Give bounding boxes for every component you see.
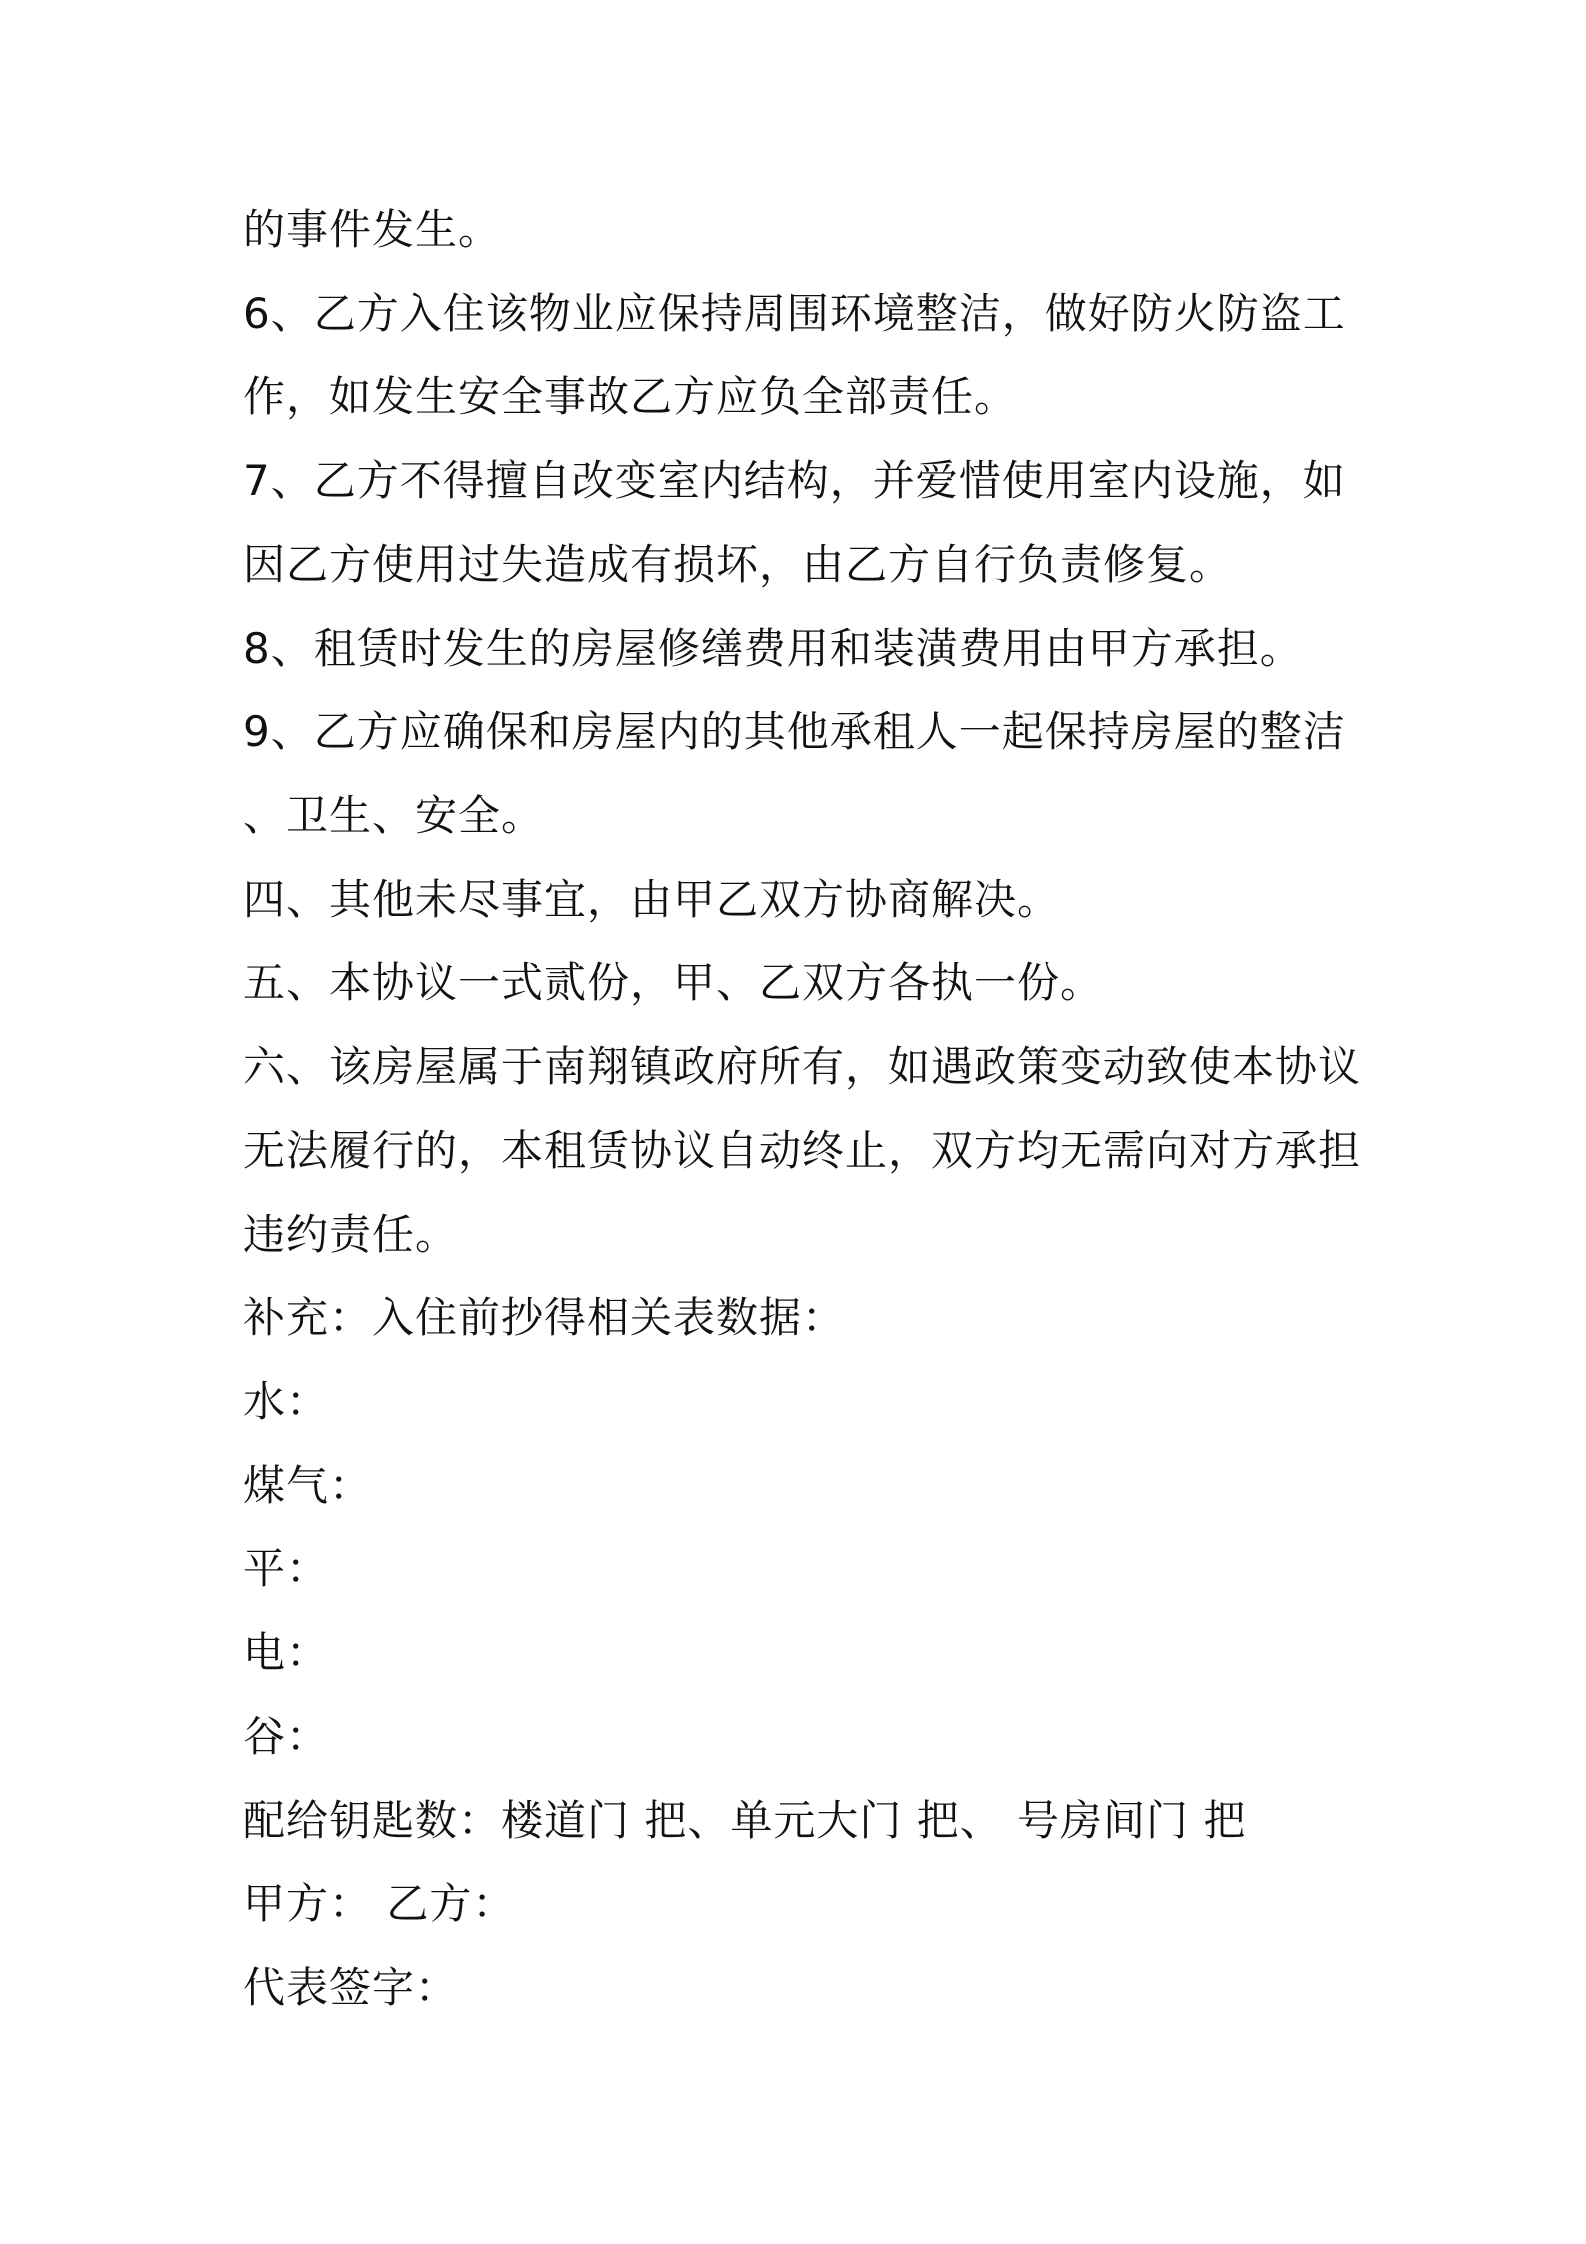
text-line: 四、其他未尽事宜，由甲乙双方协商解决。 <box>243 875 1061 924</box>
text-line: 六、该房屋属于南翔镇政府所有，如遇政策变动致使本协议 <box>243 1042 1362 1091</box>
text-line: 配给钥匙数：楼道门 把、单元大门 把、 号房间门 把 <box>243 1796 1247 1845</box>
text-line: 7、乙方不得擅自改变室内结构，并爱惜使用室内设施，如 <box>243 456 1346 505</box>
text-line: 煤气： <box>243 1461 373 1510</box>
text-line: 补充：入住前抄得相关表数据： <box>243 1293 846 1342</box>
text-line: 6、乙方入住该物业应保持周围环境整洁，做好防火防盗工 <box>243 289 1346 338</box>
text-line: 平： <box>243 1544 330 1593</box>
text-line: 代表签字： <box>243 1963 459 2012</box>
text-line: 五、本协议一式贰份，甲、乙双方各执一份。 <box>243 958 1104 1007</box>
text-line: 甲方： 乙方： <box>243 1879 516 1928</box>
text-line: 8、租赁时发生的房屋修缮费用和装潢费用由甲方承担。 <box>243 624 1303 673</box>
text-line: 谷： <box>243 1712 330 1761</box>
text-line: 违约责任。 <box>243 1210 459 1259</box>
text-line: 9、乙方应确保和房屋内的其他承租人一起保持房屋的整洁 <box>243 707 1346 756</box>
text-line: 电： <box>243 1628 330 1677</box>
text-line: 、卫生、安全。 <box>243 791 545 840</box>
text-line: 作，如发生安全事故乙方应负全部责任。 <box>243 372 1018 421</box>
text-line: 因乙方使用过失造成有损坏，由乙方自行负责修复。 <box>243 540 1233 589</box>
text-line: 水： <box>243 1377 330 1426</box>
text-line: 无法履行的，本租赁协议自动终止，双方均无需向对方承担 <box>243 1126 1362 1175</box>
text-line: 的事件发生。 <box>243 205 502 254</box>
